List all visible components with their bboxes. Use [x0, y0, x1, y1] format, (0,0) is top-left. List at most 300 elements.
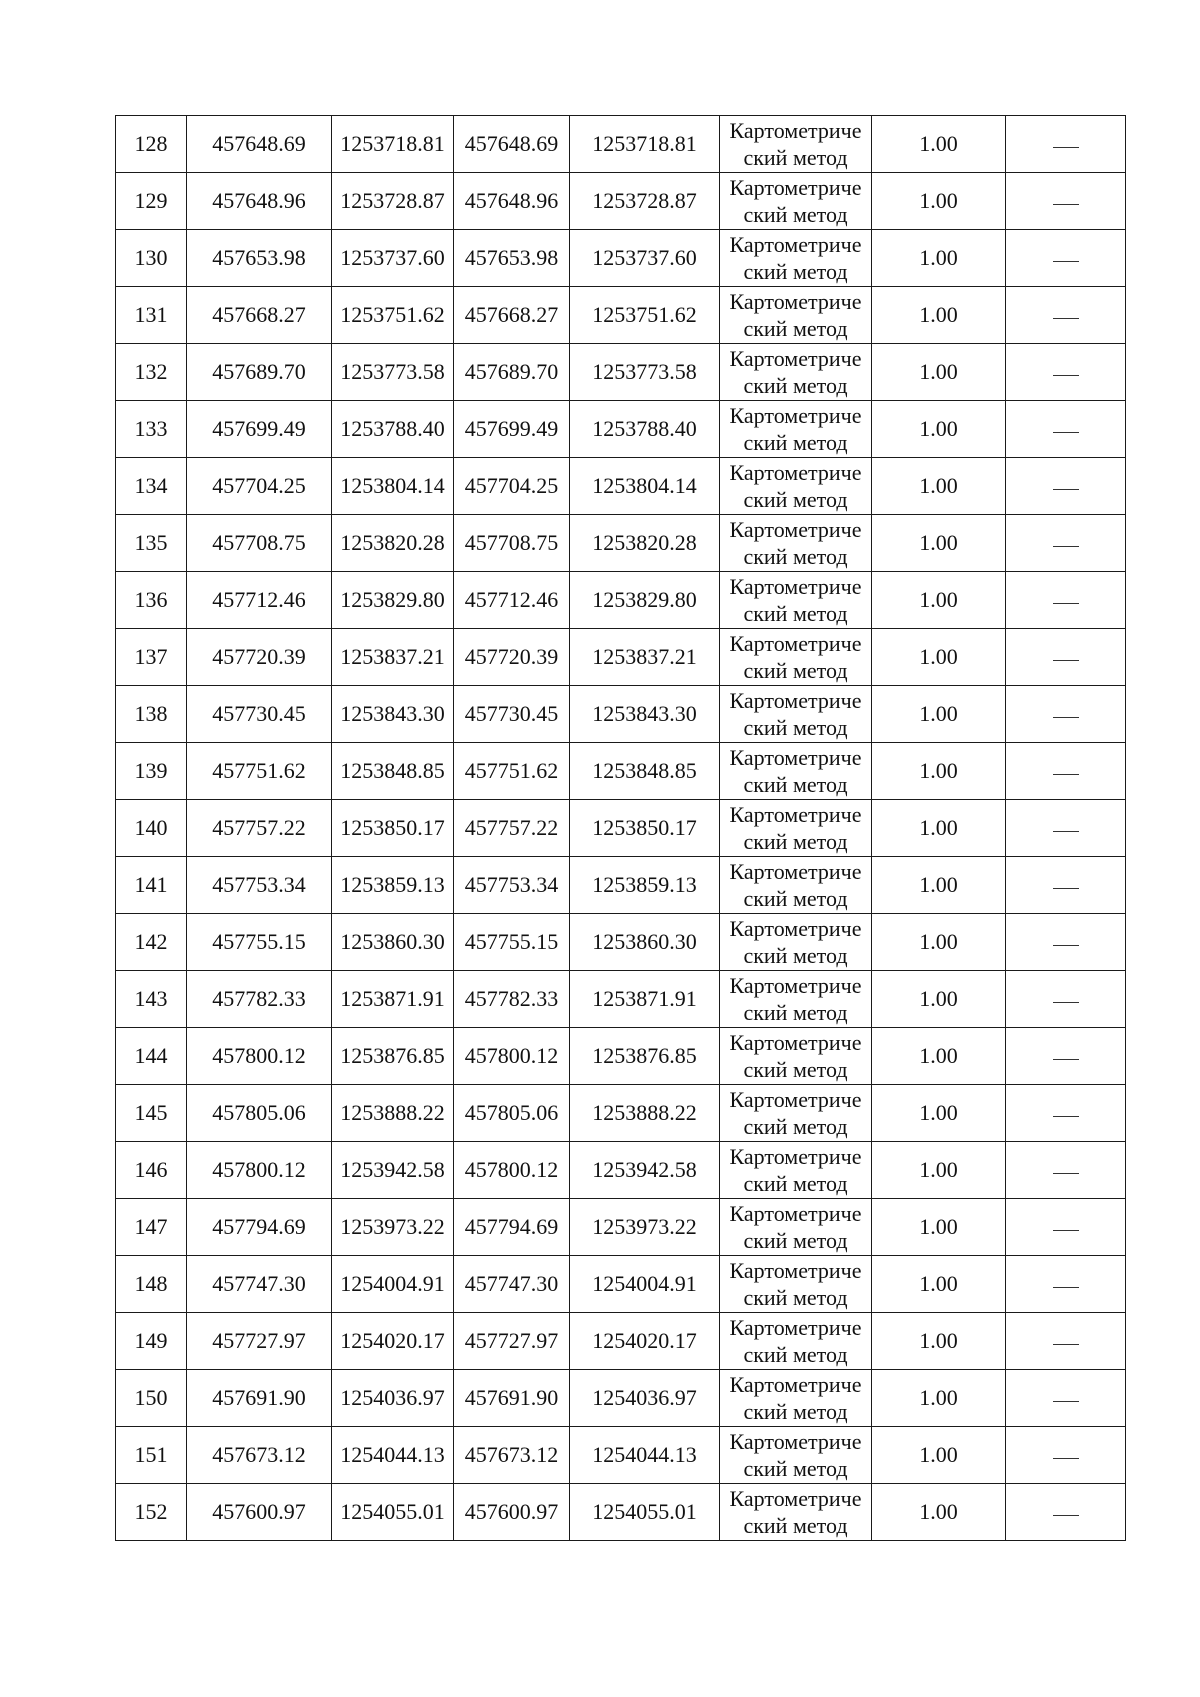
x-refined-value: 457800.12 — [464, 1157, 559, 1183]
x-existing-value: 457805.06 — [212, 1100, 306, 1126]
y-refined-cell — [570, 173, 720, 230]
x-refined-cell — [454, 1199, 570, 1256]
accuracy-cell — [872, 1484, 1006, 1541]
y-existing-cell — [332, 1085, 454, 1142]
dash-mark — [1053, 1401, 1079, 1402]
y-existing-cell — [332, 1427, 454, 1484]
point-number: 139 — [134, 758, 168, 784]
method-text-line1: Картометриче — [729, 1258, 862, 1283]
y-refined-value: 1253860.30 — [592, 929, 697, 955]
method-text-line2: ский метод — [743, 1000, 848, 1025]
method-text-line1: Картометриче — [729, 175, 862, 200]
x-refined-value: 457712.46 — [464, 587, 559, 613]
note-cell — [1006, 401, 1126, 458]
x-refined-value: 457730.45 — [464, 701, 559, 727]
accuracy-value: 1.00 — [919, 929, 958, 955]
y-refined-cell — [570, 1370, 720, 1427]
y-existing-value: 1254004.91 — [340, 1271, 445, 1297]
x-refined-value: 457747.30 — [464, 1271, 559, 1297]
y-existing-cell — [332, 800, 454, 857]
accuracy-cell — [872, 173, 1006, 230]
accuracy-value: 1.00 — [919, 815, 958, 841]
note-cell — [1006, 1484, 1126, 1541]
x-refined-value: 457782.33 — [464, 986, 559, 1012]
accuracy-cell — [872, 1085, 1006, 1142]
x-existing-cell — [187, 914, 332, 971]
note-cell — [1006, 1256, 1126, 1313]
note-cell — [1006, 914, 1126, 971]
note-cell — [1006, 1313, 1126, 1370]
y-refined-value: 1253848.85 — [592, 758, 697, 784]
x-existing-cell — [187, 116, 332, 173]
method-cell — [720, 743, 872, 800]
y-existing-value: 1254020.17 — [340, 1328, 445, 1354]
y-refined-cell — [570, 401, 720, 458]
y-refined-value: 1253773.58 — [592, 359, 697, 385]
x-refined-value: 457755.15 — [464, 929, 559, 955]
table-row — [116, 971, 1126, 1028]
x-existing-cell — [187, 800, 332, 857]
y-refined-value: 1253888.22 — [592, 1100, 697, 1126]
point-number: 148 — [134, 1271, 168, 1297]
method-cell — [720, 914, 872, 971]
x-refined-cell — [454, 800, 570, 857]
y-existing-value: 1253820.28 — [340, 530, 445, 556]
y-existing-cell — [332, 116, 454, 173]
x-existing-value: 457751.62 — [212, 758, 306, 784]
note-cell — [1006, 629, 1126, 686]
y-existing-value: 1254055.01 — [340, 1499, 445, 1525]
table-row — [116, 686, 1126, 743]
y-existing-value: 1253728.87 — [340, 188, 445, 214]
y-existing-value: 1253973.22 — [340, 1214, 445, 1240]
x-refined-cell — [454, 572, 570, 629]
point-number-cell — [116, 914, 187, 971]
accuracy-value: 1.00 — [919, 1442, 958, 1468]
y-refined-value: 1253876.85 — [592, 1043, 697, 1069]
dash-mark — [1053, 831, 1079, 832]
method-text-line1: Картометриче — [729, 1144, 862, 1169]
point-number: 132 — [134, 359, 168, 385]
method-text-line1: Картометриче — [729, 289, 862, 314]
point-number-cell — [116, 1313, 187, 1370]
note-cell — [1006, 1370, 1126, 1427]
accuracy-value: 1.00 — [919, 758, 958, 784]
table-row — [116, 857, 1126, 914]
x-existing-cell — [187, 572, 332, 629]
y-refined-value: 1253804.14 — [592, 473, 697, 499]
note-cell — [1006, 971, 1126, 1028]
table-row — [116, 1199, 1126, 1256]
dash-mark — [1053, 1173, 1079, 1174]
accuracy-cell — [872, 686, 1006, 743]
point-number-cell — [116, 1028, 187, 1085]
accuracy-value: 1.00 — [919, 1157, 958, 1183]
dash-mark — [1053, 432, 1079, 433]
y-refined-cell — [570, 572, 720, 629]
accuracy-value: 1.00 — [919, 473, 958, 499]
table-row — [116, 1028, 1126, 1085]
x-refined-value: 457668.27 — [464, 302, 559, 328]
method-text-line2: ский метод — [743, 829, 848, 854]
accuracy-value: 1.00 — [919, 1499, 958, 1525]
accuracy-value: 1.00 — [919, 245, 958, 271]
x-existing-cell — [187, 971, 332, 1028]
method-cell — [720, 857, 872, 914]
method-text-line1: Картометриче — [729, 232, 862, 257]
y-existing-cell — [332, 1313, 454, 1370]
accuracy-value: 1.00 — [919, 1328, 958, 1354]
dash-mark — [1053, 1059, 1079, 1060]
dash-mark — [1053, 1458, 1079, 1459]
method-text-line2: ский метод — [743, 772, 848, 797]
x-refined-cell — [454, 1370, 570, 1427]
method-text-line2: ский метод — [743, 1228, 848, 1253]
method-cell — [720, 1427, 872, 1484]
y-refined-value: 1253788.40 — [592, 416, 697, 442]
point-number-cell — [116, 1085, 187, 1142]
dash-mark — [1053, 1287, 1079, 1288]
method-text-line1: Картометриче — [729, 574, 862, 599]
x-refined-cell — [454, 458, 570, 515]
x-existing-value: 457800.12 — [212, 1043, 306, 1069]
accuracy-value: 1.00 — [919, 872, 958, 898]
table-row — [116, 287, 1126, 344]
accuracy-cell — [872, 857, 1006, 914]
accuracy-cell — [872, 914, 1006, 971]
point-number-cell — [116, 743, 187, 800]
accuracy-cell — [872, 971, 1006, 1028]
method-cell — [720, 287, 872, 344]
point-number-cell — [116, 458, 187, 515]
point-number: 137 — [134, 644, 168, 670]
method-text-line1: Картометриче — [729, 973, 862, 998]
method-text-line1: Картометриче — [729, 1372, 862, 1397]
x-refined-cell — [454, 1484, 570, 1541]
accuracy-cell — [872, 287, 1006, 344]
point-number: 131 — [134, 302, 168, 328]
dash-mark — [1053, 1344, 1079, 1345]
x-refined-cell — [454, 1427, 570, 1484]
point-number: 143 — [134, 986, 168, 1012]
accuracy-cell — [872, 401, 1006, 458]
method-text-line1: Картометриче — [729, 1087, 862, 1112]
method-cell — [720, 1085, 872, 1142]
x-refined-cell — [454, 230, 570, 287]
y-refined-value: 1254004.91 — [592, 1271, 697, 1297]
y-refined-cell — [570, 1085, 720, 1142]
y-refined-cell — [570, 800, 720, 857]
y-existing-value: 1253860.30 — [340, 929, 445, 955]
method-text-line2: ский метод — [743, 544, 848, 569]
method-cell — [720, 344, 872, 401]
y-refined-cell — [570, 1427, 720, 1484]
x-refined-value: 457794.69 — [464, 1214, 559, 1240]
table-row — [116, 743, 1126, 800]
x-existing-value: 457712.46 — [212, 587, 306, 613]
y-existing-cell — [332, 344, 454, 401]
point-number: 144 — [134, 1043, 168, 1069]
y-refined-value: 1253728.87 — [592, 188, 697, 214]
point-number: 152 — [134, 1499, 168, 1525]
method-text-line2: ский метод — [743, 715, 848, 740]
dash-mark — [1053, 660, 1079, 661]
x-refined-value: 457691.90 — [464, 1385, 559, 1411]
method-text-line1: Картометриче — [729, 346, 862, 371]
dash-mark — [1053, 546, 1079, 547]
y-existing-value: 1253751.62 — [340, 302, 445, 328]
accuracy-value: 1.00 — [919, 1385, 958, 1411]
method-cell — [720, 971, 872, 1028]
x-refined-cell — [454, 1142, 570, 1199]
y-existing-value: 1253942.58 — [340, 1157, 445, 1183]
method-cell — [720, 629, 872, 686]
y-refined-value: 1253850.17 — [592, 815, 697, 841]
x-existing-cell — [187, 401, 332, 458]
point-number-cell — [116, 1370, 187, 1427]
x-existing-value: 457755.15 — [212, 929, 306, 955]
method-text-line2: ский метод — [743, 430, 848, 455]
note-cell — [1006, 458, 1126, 515]
y-refined-cell — [570, 629, 720, 686]
x-refined-value: 457757.22 — [464, 815, 559, 841]
x-refined-cell — [454, 1313, 570, 1370]
table-row — [116, 1370, 1126, 1427]
method-text-line2: ский метод — [743, 259, 848, 284]
x-existing-cell — [187, 1142, 332, 1199]
x-refined-cell — [454, 515, 570, 572]
y-existing-value: 1253837.21 — [340, 644, 445, 670]
y-refined-cell — [570, 1199, 720, 1256]
x-existing-cell — [187, 1427, 332, 1484]
y-existing-cell — [332, 1028, 454, 1085]
point-number-cell — [116, 230, 187, 287]
x-existing-value: 457673.12 — [212, 1442, 306, 1468]
x-refined-cell — [454, 971, 570, 1028]
x-refined-cell — [454, 1028, 570, 1085]
x-refined-cell — [454, 686, 570, 743]
accuracy-cell — [872, 1370, 1006, 1427]
y-refined-cell — [570, 1484, 720, 1541]
method-cell — [720, 686, 872, 743]
point-number-cell — [116, 800, 187, 857]
y-existing-cell — [332, 857, 454, 914]
table-row — [116, 344, 1126, 401]
y-refined-cell — [570, 1313, 720, 1370]
x-existing-value: 457704.25 — [212, 473, 306, 499]
y-existing-value: 1253876.85 — [340, 1043, 445, 1069]
note-cell — [1006, 743, 1126, 800]
accuracy-value: 1.00 — [919, 701, 958, 727]
dash-mark — [1053, 945, 1079, 946]
accuracy-value: 1.00 — [919, 587, 958, 613]
y-refined-value: 1254044.13 — [592, 1442, 697, 1468]
table-row — [116, 1427, 1126, 1484]
x-existing-value: 457747.30 — [212, 1271, 306, 1297]
x-refined-value: 457800.12 — [464, 1043, 559, 1069]
y-existing-value: 1253843.30 — [340, 701, 445, 727]
dash-mark — [1053, 489, 1079, 490]
accuracy-cell — [872, 1142, 1006, 1199]
x-refined-cell — [454, 743, 570, 800]
accuracy-value: 1.00 — [919, 131, 958, 157]
x-existing-cell — [187, 287, 332, 344]
y-existing-cell — [332, 515, 454, 572]
method-text-line1: Картометриче — [729, 1315, 862, 1340]
accuracy-value: 1.00 — [919, 1043, 958, 1069]
note-cell — [1006, 686, 1126, 743]
x-refined-cell — [454, 173, 570, 230]
y-refined-value: 1253843.30 — [592, 701, 697, 727]
table-body — [116, 116, 1126, 1541]
y-refined-cell — [570, 287, 720, 344]
note-cell — [1006, 344, 1126, 401]
point-number-cell — [116, 572, 187, 629]
x-existing-value: 457753.34 — [212, 872, 306, 898]
dash-mark — [1053, 1230, 1079, 1231]
x-existing-cell — [187, 743, 332, 800]
point-number: 150 — [134, 1385, 168, 1411]
x-refined-cell — [454, 629, 570, 686]
point-number: 130 — [134, 245, 168, 271]
y-refined-value: 1253751.62 — [592, 302, 697, 328]
method-text-line1: Картометриче — [729, 688, 862, 713]
point-number: 146 — [134, 1157, 168, 1183]
method-cell — [720, 116, 872, 173]
x-existing-value: 457708.75 — [212, 530, 306, 556]
x-existing-cell — [187, 1199, 332, 1256]
x-existing-cell — [187, 686, 332, 743]
y-refined-value: 1253718.81 — [592, 131, 697, 157]
accuracy-cell — [872, 572, 1006, 629]
y-existing-cell — [332, 1370, 454, 1427]
x-refined-value: 457751.62 — [464, 758, 559, 784]
method-cell — [720, 1370, 872, 1427]
x-refined-value: 457689.70 — [464, 359, 559, 385]
point-number-cell — [116, 287, 187, 344]
method-text-line2: ский метод — [743, 1171, 848, 1196]
method-text-line2: ский метод — [743, 1456, 848, 1481]
accuracy-value: 1.00 — [919, 644, 958, 670]
x-refined-value: 457699.49 — [464, 416, 559, 442]
accuracy-cell — [872, 458, 1006, 515]
y-existing-cell — [332, 401, 454, 458]
y-refined-value: 1253829.80 — [592, 587, 697, 613]
x-existing-value: 457691.90 — [212, 1385, 306, 1411]
x-existing-cell — [187, 1484, 332, 1541]
y-existing-cell — [332, 1199, 454, 1256]
x-existing-value: 457699.49 — [212, 416, 306, 442]
x-existing-cell — [187, 1028, 332, 1085]
method-cell — [720, 401, 872, 458]
point-number: 135 — [134, 530, 168, 556]
dash-mark — [1053, 1116, 1079, 1117]
accuracy-cell — [872, 629, 1006, 686]
x-existing-value: 457794.69 — [212, 1214, 306, 1240]
accuracy-value: 1.00 — [919, 416, 958, 442]
note-cell — [1006, 116, 1126, 173]
dash-mark — [1053, 888, 1079, 889]
x-existing-cell — [187, 515, 332, 572]
table-row — [116, 629, 1126, 686]
method-text-line2: ский метод — [743, 1399, 848, 1424]
method-cell — [720, 1028, 872, 1085]
y-existing-value: 1253859.13 — [340, 872, 445, 898]
method-text-line2: ский метод — [743, 1513, 848, 1538]
y-existing-value: 1254044.13 — [340, 1442, 445, 1468]
note-cell — [1006, 173, 1126, 230]
x-refined-value: 457708.75 — [464, 530, 559, 556]
y-existing-cell — [332, 914, 454, 971]
note-cell — [1006, 1199, 1126, 1256]
accuracy-cell — [872, 230, 1006, 287]
point-number: 140 — [134, 815, 168, 841]
y-existing-cell — [332, 572, 454, 629]
y-existing-value: 1253888.22 — [340, 1100, 445, 1126]
point-number: 147 — [134, 1214, 168, 1240]
x-existing-value: 457800.12 — [212, 1157, 306, 1183]
table-row — [116, 914, 1126, 971]
y-existing-cell — [332, 173, 454, 230]
accuracy-value: 1.00 — [919, 986, 958, 1012]
x-refined-value: 457648.69 — [464, 131, 559, 157]
accuracy-cell — [872, 344, 1006, 401]
y-existing-value: 1253871.91 — [340, 986, 445, 1012]
x-existing-cell — [187, 1313, 332, 1370]
method-cell — [720, 1484, 872, 1541]
point-number: 128 — [134, 131, 168, 157]
y-refined-cell — [570, 1028, 720, 1085]
table-row — [116, 230, 1126, 287]
x-refined-cell — [454, 344, 570, 401]
note-cell — [1006, 1427, 1126, 1484]
x-refined-value: 457805.06 — [464, 1100, 559, 1126]
dash-mark — [1053, 717, 1079, 718]
point-number-cell — [116, 116, 187, 173]
x-refined-cell — [454, 914, 570, 971]
method-text-line2: ский метод — [743, 202, 848, 227]
note-cell — [1006, 1142, 1126, 1199]
y-refined-value: 1253820.28 — [592, 530, 697, 556]
method-cell — [720, 1256, 872, 1313]
accuracy-cell — [872, 1199, 1006, 1256]
y-refined-cell — [570, 914, 720, 971]
note-cell — [1006, 287, 1126, 344]
y-existing-cell — [332, 1256, 454, 1313]
point-number-cell — [116, 686, 187, 743]
x-refined-value: 457704.25 — [464, 473, 559, 499]
note-cell — [1006, 515, 1126, 572]
point-number-cell — [116, 1199, 187, 1256]
accuracy-value: 1.00 — [919, 530, 958, 556]
y-existing-cell — [332, 743, 454, 800]
y-existing-cell — [332, 971, 454, 1028]
table-row — [116, 1085, 1126, 1142]
dash-mark — [1053, 1002, 1079, 1003]
y-existing-cell — [332, 1142, 454, 1199]
accuracy-cell — [872, 1427, 1006, 1484]
y-existing-value: 1253829.80 — [340, 587, 445, 613]
point-number: 149 — [134, 1328, 168, 1354]
method-text-line1: Картометриче — [729, 631, 862, 656]
x-refined-cell — [454, 857, 570, 914]
y-refined-cell — [570, 1142, 720, 1199]
y-refined-cell — [570, 515, 720, 572]
x-existing-cell — [187, 344, 332, 401]
method-text-line2: ский метод — [743, 1114, 848, 1139]
accuracy-cell — [872, 1256, 1006, 1313]
note-cell — [1006, 1028, 1126, 1085]
